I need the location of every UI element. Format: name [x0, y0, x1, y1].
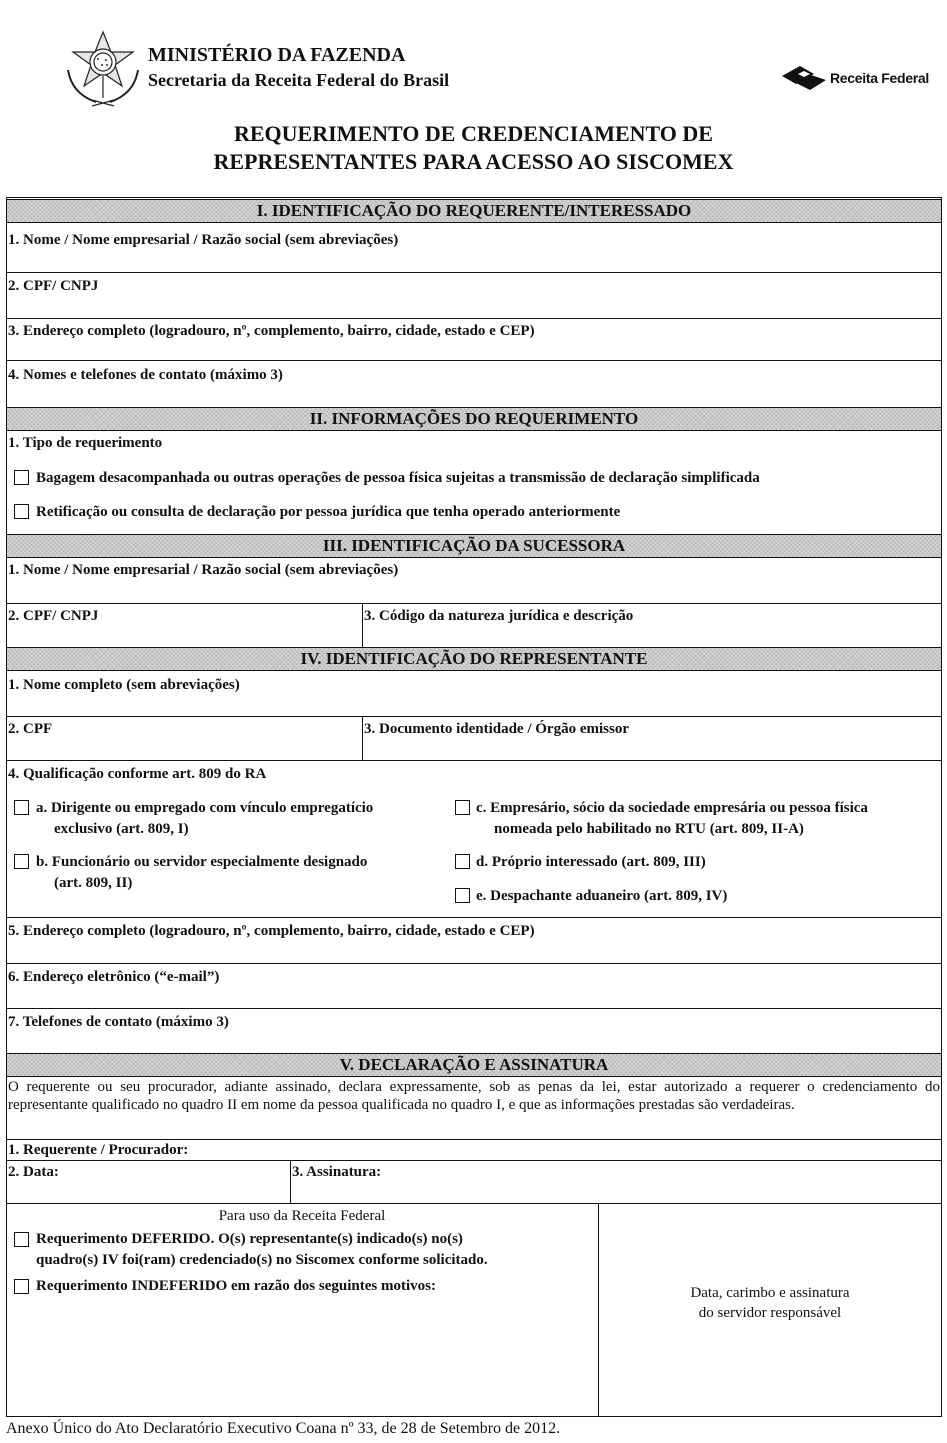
s4-identity-label: 3. Documento identidade / Órgão emissor	[364, 721, 629, 737]
divider	[6, 917, 942, 918]
divider	[6, 1008, 942, 1009]
checkbox-opt-e[interactable]	[455, 888, 470, 903]
s4-name-label: 1. Nome completo (sem abreviações)	[8, 677, 240, 693]
declaration-text: O requerente ou seu procurador, adiante assinado, declara expressamente, sob as penas da lei, estar autorizado a requerer o credenciamento do representante qualificado no quadro II em nome da pessoa qualificada no quadro I, e que as informações prestadas são verdadeiras.	[8, 1079, 940, 1113]
section-5-heading: V. DECLARAÇÃO E ASSINATURA	[6, 1053, 942, 1077]
checkbox-opt-a[interactable]	[14, 800, 29, 815]
checkbox-indeferido[interactable]	[14, 1279, 29, 1294]
opt-d-label: d. Próprio interessado (art. 809, III)	[476, 854, 706, 870]
coat-of-arms-icon	[62, 30, 144, 110]
title-line-1: REQUERIMENTO DE CREDENCIAMENTO DE	[234, 121, 713, 146]
checkbox-opt-d[interactable]	[455, 854, 470, 869]
s4-address-label: 5. Endereço completo (logradouro, nº, complemento, bairro, cidade, estado e CEP)	[8, 923, 535, 939]
divider	[6, 603, 942, 604]
divider	[6, 963, 942, 964]
s5-requerente-label: 1. Requerente / Procurador:	[8, 1142, 189, 1158]
opt-a-line-2: exclusivo (art. 809, I)	[54, 821, 189, 837]
receita-federal-logo-icon	[780, 62, 828, 92]
s4-qualification-label: 4. Qualificação conforme art. 809 do RA	[8, 766, 267, 782]
checkbox-bagagem[interactable]	[14, 470, 29, 485]
s3-name-label: 1. Nome / Nome empresarial / Razão social (sem abreviações)	[8, 562, 399, 578]
divider	[6, 360, 942, 361]
checkbox-deferido[interactable]	[14, 1232, 29, 1247]
divider	[6, 1203, 942, 1204]
s5-date-label: 2. Data:	[8, 1164, 59, 1180]
official-use-title: Para uso da Receita Federal	[218, 1208, 386, 1224]
footer-note: Anexo Único do Ato Declaratório Executivo Coana nº 33, de 28 de Setembro de 2012.	[6, 1420, 561, 1437]
stamp-line-1: Data, carimbo e assinatura	[690, 1285, 850, 1301]
opt-b-line-1: b. Funcionário ou servidor especialmente designado	[36, 854, 368, 870]
opt-b-line-2: (art. 809, II)	[54, 875, 133, 891]
opt-a-line-1: a. Dirigente ou empregado com vínculo empregatício	[36, 800, 374, 816]
deferido-line-2: quadro(s) IV foi(ram) credenciado(s) no Siscomex conforme solicitado.	[36, 1252, 488, 1268]
s4-email-label: 6. Endereço eletrônico (“e-mail”)	[8, 969, 220, 985]
divider	[6, 318, 942, 319]
secretaria-name: Secretaria da Receita Federal do Brasil	[148, 70, 450, 90]
divider	[6, 1139, 942, 1140]
s1-name-label: 1. Nome / Nome empresarial / Razão social (sem abreviações)	[8, 232, 399, 248]
divider-vertical	[362, 603, 363, 647]
opt-c-line-1: c. Empresário, sócio da sociedade empresária ou pessoa física	[476, 800, 868, 816]
document-title	[0, 120, 947, 176]
receita-federal-logo-text: Receita Federal	[830, 70, 929, 86]
divider	[6, 1160, 942, 1161]
opt-e-label: e. Despachante aduaneiro (art. 809, IV)	[476, 888, 728, 904]
checkbox-retificacao[interactable]	[14, 504, 29, 519]
checkbox-opt-b[interactable]	[14, 854, 29, 869]
divider	[6, 272, 942, 273]
stamp-line-2: do servidor responsável	[698, 1305, 842, 1321]
ministry-name: MINISTÉRIO DA FAZENDA	[148, 44, 406, 66]
divider	[6, 760, 942, 761]
deferido-line-1: Requerimento DEFERIDO. O(s) representante(s) indicado(s) no(s)	[36, 1231, 463, 1247]
s3-natureza-label: 3. Código da natureza jurídica e descrição	[364, 608, 634, 624]
s1-contacts-label: 4. Nomes e telefones de contato (máximo 3)	[8, 367, 283, 383]
s2-type-label: 1. Tipo de requerimento	[8, 435, 163, 451]
option-retificacao-label: Retificação ou consulta de declaração por pessoa jurídica que tenha operado anteriormente	[36, 504, 621, 520]
s5-signature-label: 3. Assinatura:	[292, 1164, 382, 1180]
s4-phones-label: 7. Telefones de contato (máximo 3)	[8, 1014, 229, 1030]
s1-address-label: 3. Endereço completo (logradouro, nº, complemento, bairro, cidade, estado e CEP)	[8, 323, 535, 339]
s3-cpf-cnpj-label: 2. CPF/ CNPJ	[8, 608, 99, 624]
checkbox-opt-c[interactable]	[455, 800, 470, 815]
section-2-heading: II. INFORMAÇÕES DO REQUERIMENTO	[6, 407, 942, 431]
opt-c-line-2: nomeada pelo habilitado no RTU (art. 809, II-A)	[494, 821, 804, 837]
option-bagagem-label: Bagagem desacompanhada ou outras operações de pessoa física sujeitas a transmissão de declaração simplificada	[36, 470, 760, 486]
s4-cpf-label: 2. CPF	[8, 721, 53, 737]
divider-vertical	[362, 716, 363, 760]
section-1-heading: I. IDENTIFICAÇÃO DO REQUERENTE/INTERESSADO	[6, 199, 942, 223]
title-line-2: REPRESENTANTES PARA ACESSO AO SISCOMEX	[213, 149, 734, 174]
section-3-heading: III. IDENTIFICAÇÃO DA SUCESSORA	[6, 534, 942, 558]
section-4-heading: IV. IDENTIFICAÇÃO DO REPRESENTANTE	[6, 647, 942, 671]
s1-cpf-cnpj-label: 2. CPF/ CNPJ	[8, 278, 99, 294]
divider-vertical	[290, 1160, 291, 1203]
indeferido-label: Requerimento INDEFERIDO em razão dos seguintes motivos:	[36, 1278, 436, 1294]
divider	[6, 716, 942, 717]
